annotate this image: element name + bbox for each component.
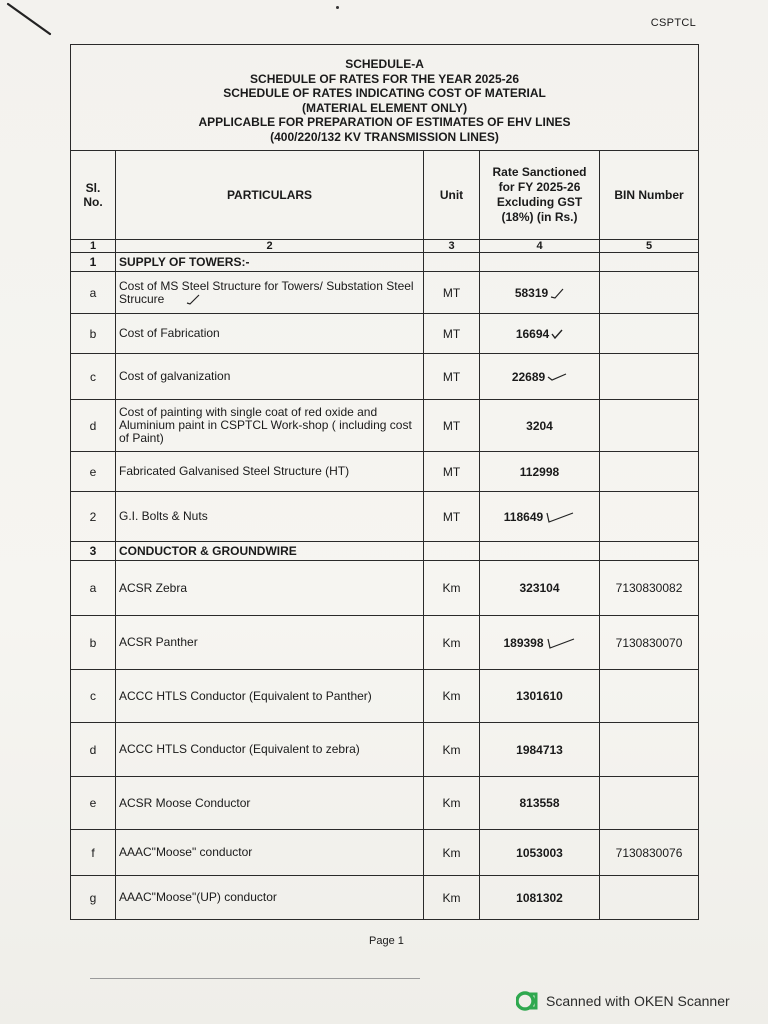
cell-rate (480, 492, 600, 542)
cell-rate (480, 542, 600, 561)
cell-sl (71, 314, 116, 354)
handwritten-tick-icon (545, 511, 575, 523)
cell-unit-text: Km (442, 635, 461, 650)
cell-particulars (116, 670, 424, 723)
cell-particulars-text: AAAC"Moose"(UP) conductor (119, 890, 277, 904)
cell-particulars-text: ACSR Moose Conductor (119, 795, 251, 810)
title-line: (400/220/132 KV TRANSMISSION LINES) (270, 129, 499, 144)
cell-unit-text: MT (442, 285, 461, 300)
cell-unit (424, 561, 480, 616)
cell-sl (71, 542, 116, 561)
section-row (71, 253, 699, 272)
cell-sl-text: b (89, 635, 97, 650)
cell-sl (71, 253, 116, 272)
cell-unit-text: Km (442, 890, 461, 905)
cell-particulars-text: Cost of Fabrication (119, 326, 220, 340)
table-row (71, 561, 699, 616)
cell-sl-text: c (90, 689, 96, 703)
cell-particulars-text: AAAC"Moose" conductor (119, 845, 253, 859)
cell-particulars-text: CONDUCTOR & GROUNDWIRE (119, 543, 297, 558)
handwritten-tick-icon (551, 329, 563, 339)
cell-bin (600, 253, 699, 272)
cell-sl (71, 354, 116, 400)
table-row (71, 616, 699, 670)
cell-particulars (116, 272, 424, 314)
column-number: 3 (424, 240, 480, 253)
cell-rate (480, 253, 600, 272)
cell-particulars-text: ACCC HTLS Conductor (Equivalent to Panther) (119, 688, 372, 703)
cell-particulars (116, 561, 424, 616)
table-row (71, 876, 699, 920)
cell-sl-text: b (89, 326, 97, 341)
cell-sl (71, 876, 116, 920)
cell-rate-text: 22689 (511, 369, 546, 384)
cell-unit (424, 354, 480, 400)
cell-sl-text: a (89, 581, 97, 595)
cell-unit (424, 723, 480, 777)
cell-bin (600, 272, 699, 314)
cell-bin-text: 7130830082 (615, 581, 683, 595)
cell-rate (480, 723, 600, 777)
table-row (71, 272, 699, 314)
cell-sl (71, 723, 116, 777)
cell-bin (600, 452, 699, 492)
table-body (71, 253, 699, 920)
cell-sl (71, 272, 116, 314)
col-header-bin: BIN Number (600, 151, 699, 240)
cell-particulars (116, 830, 424, 876)
cell-unit (424, 830, 480, 876)
cell-unit (424, 876, 480, 920)
cell-unit (424, 492, 480, 542)
cell-sl-text: 3 (89, 544, 97, 558)
col-header-rate-line: Rate Sanctioned (492, 165, 587, 179)
scan-edge-line (90, 978, 420, 979)
cell-rate (480, 616, 600, 670)
table-row (71, 452, 699, 492)
scanner-label: Scanned with OKEN Scanner (546, 993, 730, 1009)
cell-bin (600, 670, 699, 723)
cell-unit (424, 253, 480, 272)
col-header-rate-line: for FY 2025-26 (498, 180, 581, 194)
cell-bin (600, 616, 699, 670)
table-row (71, 777, 699, 830)
cell-sl-text: d (89, 742, 97, 757)
schedule-table (70, 44, 699, 920)
cell-sl (71, 561, 116, 616)
cell-unit-text: MT (442, 369, 461, 384)
ink-dot (336, 6, 339, 9)
cell-particulars (116, 400, 424, 452)
cell-unit (424, 670, 480, 723)
col-header-rate (480, 151, 600, 240)
cell-bin (600, 561, 699, 616)
pen-stroke-mark (6, 2, 52, 38)
col-header-particulars: PARTICULARS (116, 151, 424, 240)
cell-bin (600, 354, 699, 400)
cell-unit (424, 400, 480, 452)
cell-unit-text: MT (442, 464, 461, 479)
table-row (71, 400, 699, 452)
cell-sl-text: a (89, 285, 97, 300)
handwritten-tick-icon (546, 637, 576, 649)
schedule-sheet (70, 44, 698, 920)
cell-bin (600, 876, 699, 920)
table-row (71, 492, 699, 542)
schedule-title (71, 45, 699, 151)
col-header-rate-line: (18%) (in Rs.) (501, 210, 578, 224)
cell-bin (600, 830, 699, 876)
cell-particulars (116, 616, 424, 670)
column-number-row (71, 240, 699, 253)
cell-unit-text: Km (442, 581, 461, 595)
cell-unit-text: Km (442, 689, 461, 703)
table-row (71, 314, 699, 354)
cell-unit (424, 777, 480, 830)
cell-rate (480, 777, 600, 830)
cell-unit-text: Km (442, 796, 461, 810)
title-row (71, 45, 699, 151)
cell-rate-text: 1081302 (516, 890, 563, 905)
cell-sl-text: 1 (89, 255, 97, 269)
col-header-sl-line: Sl. (85, 181, 101, 195)
cell-sl (71, 670, 116, 723)
cell-sl-text: d (89, 418, 97, 433)
section-row (71, 542, 699, 561)
cell-rate (480, 830, 600, 876)
cell-particulars (116, 354, 424, 400)
cell-particulars (116, 452, 424, 492)
cell-unit-text: Km (442, 742, 461, 757)
cell-sl (71, 616, 116, 670)
page-number: Page 1 (369, 935, 404, 947)
cell-bin (600, 542, 699, 561)
cell-sl-text: g (89, 890, 97, 905)
table-row (71, 354, 699, 400)
cell-sl (71, 777, 116, 830)
column-number: 4 (480, 240, 600, 253)
cell-rate (480, 354, 600, 400)
cell-unit-text: MT (442, 509, 461, 524)
cell-unit-text: Km (442, 845, 461, 860)
cell-particulars (116, 253, 424, 272)
cell-sl-text: 2 (89, 509, 97, 524)
cell-unit (424, 272, 480, 314)
cell-sl-text: e (89, 464, 97, 479)
cell-particulars-text: Fabricated Galvanised Steel Structure (HT) (119, 464, 350, 478)
title-line: SCHEDULE OF RATES FOR THE YEAR 2025-26 (250, 71, 519, 86)
title-line: SCHEDULE-A (345, 57, 424, 71)
cell-unit-text: MT (442, 326, 461, 341)
cell-bin-text: 7130830070 (615, 635, 683, 650)
cell-particulars-text: ACCC HTLS Conductor (Equivalent to zebra) (119, 742, 360, 756)
column-number: 2 (116, 240, 424, 253)
cell-particulars (116, 777, 424, 830)
table-row (71, 723, 699, 777)
cell-particulars (116, 723, 424, 777)
col-header-rate-line: Excluding GST (496, 195, 583, 209)
cell-bin (600, 777, 699, 830)
cell-bin (600, 723, 699, 777)
cell-unit (424, 314, 480, 354)
cell-unit (424, 616, 480, 670)
cell-particulars-text: G.I. Bolts & Nuts (119, 509, 208, 523)
cell-sl (71, 400, 116, 452)
cell-particulars-text: SUPPLY OF TOWERS:- (119, 254, 250, 269)
cell-sl (71, 492, 116, 542)
cell-rate (480, 876, 600, 920)
handwritten-tick-icon (186, 294, 200, 305)
cell-rate-text: 189398 (503, 635, 544, 650)
cell-rate-text: 118649 (503, 509, 544, 524)
column-header-row (71, 151, 699, 240)
column-number: 1 (71, 240, 116, 253)
cell-rate-text: 323104 (519, 581, 560, 595)
cell-particulars (116, 876, 424, 920)
table-row (71, 670, 699, 723)
cell-rate-text: 1053003 (516, 845, 563, 860)
cell-rate (480, 561, 600, 616)
handwritten-tick-icon (550, 287, 564, 299)
cell-sl-text: e (89, 796, 97, 810)
cell-sl-text: c (90, 369, 96, 384)
cell-unit (424, 542, 480, 561)
organization-label: CSPTCL (650, 17, 696, 29)
cell-rate-text: 813558 (519, 796, 560, 810)
col-header-sl-line: No. (83, 195, 103, 209)
cell-rate-text: 16694 (515, 326, 550, 341)
scanner-watermark (516, 990, 730, 1012)
cell-particulars-text: ACSR Panther (119, 635, 198, 649)
cell-rate (480, 272, 600, 314)
cell-unit (424, 452, 480, 492)
cell-particulars-text: ACSR Zebra (119, 580, 188, 595)
cell-particulars (116, 314, 424, 354)
oken-scanner-logo-icon (516, 990, 538, 1012)
cell-rate-text: 1301610 (516, 689, 563, 703)
cell-bin-text: 7130830076 (615, 845, 683, 860)
col-header-unit: Unit (424, 151, 480, 240)
cell-sl (71, 452, 116, 492)
col-header-sl (71, 151, 116, 240)
cell-particulars (116, 492, 424, 542)
cell-rate (480, 670, 600, 723)
title-line: APPLICABLE FOR PREPARATION OF ESTIMATES OF EHV LINES (198, 115, 571, 129)
title-line: SCHEDULE OF RATES INDICATING COST OF MATERIAL (223, 86, 546, 100)
cell-rate-text: 3204 (526, 418, 553, 433)
cell-particulars-text: Cost of MS Steel Structure for Towers/ Substation Steel Strucure (119, 278, 414, 306)
cell-bin (600, 314, 699, 354)
cell-bin (600, 492, 699, 542)
cell-rate-text: 1984713 (516, 742, 563, 757)
table-row (71, 830, 699, 876)
cell-particulars (116, 542, 424, 561)
cell-rate-text: 58319 (514, 285, 549, 300)
cell-particulars-text: Cost of galvanization (119, 369, 231, 383)
cell-sl (71, 830, 116, 876)
cell-unit-text: MT (442, 418, 461, 433)
cell-bin (600, 400, 699, 452)
column-number: 5 (600, 240, 699, 253)
cell-rate-text: 112998 (519, 464, 560, 479)
cell-particulars-text: Cost of painting with single coat of red oxide and Aluminium paint in CSPTCL Work-shop ( including cost of Paint) (119, 405, 412, 445)
handwritten-tick-icon (547, 372, 567, 382)
cell-rate (480, 452, 600, 492)
cell-rate (480, 400, 600, 452)
cell-rate (480, 314, 600, 354)
title-line: (MATERIAL ELEMENT ONLY) (301, 100, 468, 115)
cell-sl-text: f (91, 845, 95, 860)
